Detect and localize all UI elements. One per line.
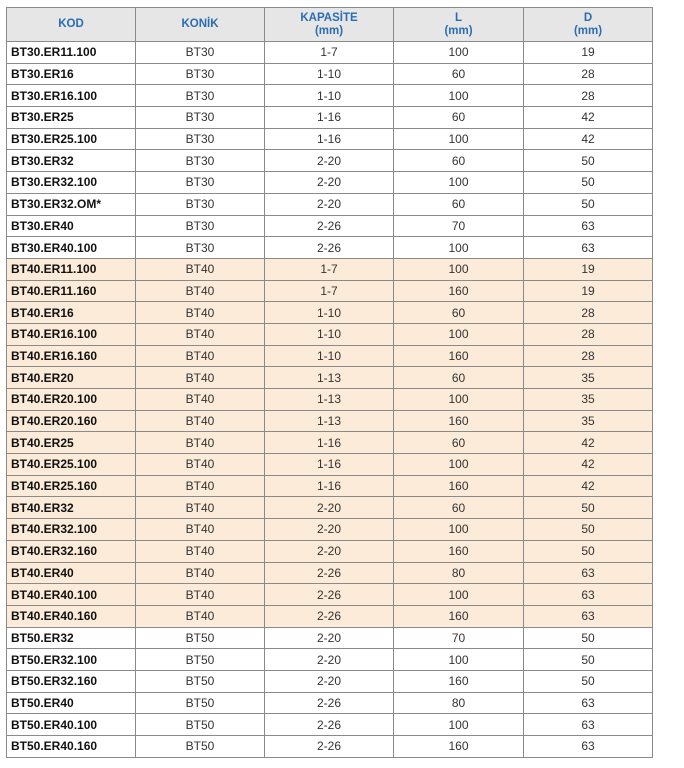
cell-l: 60 bbox=[394, 107, 524, 129]
header-d bbox=[524, 8, 653, 42]
cell-konik: BT40 bbox=[136, 540, 265, 562]
cell-konik: BT40 bbox=[136, 302, 265, 324]
cell-kapasite: 2-20 bbox=[265, 193, 394, 215]
header-kapasite-unit: (mm) bbox=[314, 24, 344, 37]
cell-kod: BT50.ER40.160 bbox=[7, 736, 136, 758]
header-l-label: L bbox=[454, 11, 463, 24]
cell-l: 60 bbox=[394, 63, 524, 85]
cell-d: 35 bbox=[524, 410, 653, 432]
cell-kapasite: 1-13 bbox=[265, 389, 394, 411]
cell-kapasite: 1-16 bbox=[265, 432, 394, 454]
table-row bbox=[7, 432, 653, 454]
cell-l: 100 bbox=[394, 237, 524, 259]
cell-l: 160 bbox=[394, 410, 524, 432]
cell-d: 50 bbox=[524, 649, 653, 671]
table-row bbox=[7, 605, 653, 627]
table-row bbox=[7, 107, 653, 129]
cell-l: 100 bbox=[394, 85, 524, 107]
table-row bbox=[7, 497, 653, 519]
cell-l: 160 bbox=[394, 736, 524, 758]
cell-kapasite: 1-7 bbox=[265, 258, 394, 280]
header-konik bbox=[136, 8, 265, 42]
cell-kod: BT40.ER16.100 bbox=[7, 323, 136, 345]
cell-konik: BT40 bbox=[136, 519, 265, 541]
header-konik-label: KONİK bbox=[181, 18, 219, 30]
cell-kod: BT40.ER32.160 bbox=[7, 540, 136, 562]
table-header bbox=[7, 8, 653, 42]
table-row bbox=[7, 389, 653, 411]
table-row bbox=[7, 649, 653, 671]
cell-kapasite: 2-20 bbox=[265, 649, 394, 671]
product-spec-table bbox=[6, 7, 653, 758]
cell-konik: BT30 bbox=[136, 85, 265, 107]
cell-kod: BT30.ER25 bbox=[7, 107, 136, 129]
table-row bbox=[7, 280, 653, 302]
cell-kod: BT40.ER40.160 bbox=[7, 605, 136, 627]
cell-l: 100 bbox=[394, 172, 524, 194]
cell-d: 63 bbox=[524, 215, 653, 237]
cell-d: 42 bbox=[524, 107, 653, 129]
table-body bbox=[7, 42, 653, 758]
cell-l: 100 bbox=[394, 389, 524, 411]
cell-kapasite: 2-26 bbox=[265, 584, 394, 606]
cell-kod: BT30.ER32.100 bbox=[7, 172, 136, 194]
cell-konik: BT30 bbox=[136, 128, 265, 150]
table-row bbox=[7, 410, 653, 432]
cell-konik: BT30 bbox=[136, 107, 265, 129]
table-row bbox=[7, 519, 653, 541]
cell-l: 60 bbox=[394, 367, 524, 389]
cell-kapasite: 1-10 bbox=[265, 345, 394, 367]
cell-konik: BT50 bbox=[136, 692, 265, 714]
cell-kapasite: 1-10 bbox=[265, 323, 394, 345]
cell-l: 160 bbox=[394, 475, 524, 497]
cell-kod: BT50.ER40.100 bbox=[7, 714, 136, 736]
cell-konik: BT50 bbox=[136, 714, 265, 736]
cell-kapasite: 2-20 bbox=[265, 670, 394, 692]
header-row bbox=[7, 8, 653, 42]
cell-d: 50 bbox=[524, 497, 653, 519]
cell-l: 60 bbox=[394, 302, 524, 324]
cell-kod: BT30.ER11.100 bbox=[7, 42, 136, 64]
cell-kod: BT30.ER40.100 bbox=[7, 237, 136, 259]
header-kapasite bbox=[265, 8, 394, 42]
cell-kapasite: 2-26 bbox=[265, 692, 394, 714]
cell-l: 160 bbox=[394, 345, 524, 367]
cell-kapasite: 1-16 bbox=[265, 475, 394, 497]
cell-d: 63 bbox=[524, 562, 653, 584]
cell-konik: BT30 bbox=[136, 42, 265, 64]
cell-d: 63 bbox=[524, 714, 653, 736]
table-row bbox=[7, 367, 653, 389]
cell-d: 28 bbox=[524, 85, 653, 107]
cell-konik: BT40 bbox=[136, 454, 265, 476]
cell-l: 100 bbox=[394, 323, 524, 345]
cell-kod: BT30.ER32.OM* bbox=[7, 193, 136, 215]
table-row bbox=[7, 562, 653, 584]
cell-konik: BT30 bbox=[136, 237, 265, 259]
table-row bbox=[7, 237, 653, 259]
cell-l: 100 bbox=[394, 714, 524, 736]
cell-d: 28 bbox=[524, 323, 653, 345]
cell-d: 50 bbox=[524, 540, 653, 562]
header-kod bbox=[7, 8, 136, 42]
table-row bbox=[7, 475, 653, 497]
cell-kod: BT40.ER40.100 bbox=[7, 584, 136, 606]
cell-kod: BT50.ER32.100 bbox=[7, 649, 136, 671]
cell-l: 100 bbox=[394, 519, 524, 541]
cell-kod: BT40.ER32 bbox=[7, 497, 136, 519]
cell-d: 28 bbox=[524, 345, 653, 367]
cell-kapasite: 1-13 bbox=[265, 367, 394, 389]
table-row bbox=[7, 172, 653, 194]
cell-konik: BT40 bbox=[136, 475, 265, 497]
header-l-unit: (mm) bbox=[444, 24, 473, 37]
cell-kapasite: 2-26 bbox=[265, 237, 394, 259]
table-row bbox=[7, 215, 653, 237]
cell-l: 100 bbox=[394, 649, 524, 671]
table-row bbox=[7, 150, 653, 172]
cell-l: 160 bbox=[394, 540, 524, 562]
cell-konik: BT50 bbox=[136, 670, 265, 692]
cell-l: 100 bbox=[394, 128, 524, 150]
table-row bbox=[7, 454, 653, 476]
cell-konik: BT30 bbox=[136, 172, 265, 194]
cell-kod: BT30.ER16.100 bbox=[7, 85, 136, 107]
cell-konik: BT40 bbox=[136, 367, 265, 389]
cell-kapasite: 2-20 bbox=[265, 172, 394, 194]
cell-kapasite: 1-10 bbox=[265, 63, 394, 85]
cell-kod: BT40.ER32.100 bbox=[7, 519, 136, 541]
cell-d: 50 bbox=[524, 670, 653, 692]
cell-kod: BT30.ER25.100 bbox=[7, 128, 136, 150]
cell-l: 160 bbox=[394, 670, 524, 692]
cell-l: 80 bbox=[394, 692, 524, 714]
cell-l: 160 bbox=[394, 605, 524, 627]
table-row bbox=[7, 736, 653, 758]
cell-l: 60 bbox=[394, 497, 524, 519]
cell-kod: BT30.ER16 bbox=[7, 63, 136, 85]
cell-kapasite: 1-16 bbox=[265, 128, 394, 150]
cell-konik: BT40 bbox=[136, 323, 265, 345]
cell-konik: BT40 bbox=[136, 280, 265, 302]
cell-d: 42 bbox=[524, 128, 653, 150]
cell-l: 100 bbox=[394, 454, 524, 476]
cell-kod: BT40.ER20.100 bbox=[7, 389, 136, 411]
cell-konik: BT40 bbox=[136, 410, 265, 432]
cell-d: 63 bbox=[524, 237, 653, 259]
cell-kapasite: 2-20 bbox=[265, 150, 394, 172]
header-kod-label: KOD bbox=[58, 18, 84, 30]
table-row bbox=[7, 540, 653, 562]
cell-kapasite: 2-20 bbox=[265, 627, 394, 649]
cell-kod: BT40.ER40 bbox=[7, 562, 136, 584]
cell-kapasite: 1-16 bbox=[265, 107, 394, 129]
cell-l: 60 bbox=[394, 150, 524, 172]
cell-kod: BT50.ER32 bbox=[7, 627, 136, 649]
cell-d: 19 bbox=[524, 258, 653, 280]
cell-d: 50 bbox=[524, 193, 653, 215]
cell-d: 50 bbox=[524, 519, 653, 541]
cell-l: 100 bbox=[394, 42, 524, 64]
cell-kapasite: 2-26 bbox=[265, 736, 394, 758]
header-d-label: D bbox=[583, 11, 593, 24]
cell-d: 28 bbox=[524, 302, 653, 324]
table-row bbox=[7, 128, 653, 150]
cell-kapasite: 2-20 bbox=[265, 497, 394, 519]
cell-l: 80 bbox=[394, 562, 524, 584]
cell-l: 100 bbox=[394, 258, 524, 280]
table-row bbox=[7, 302, 653, 324]
cell-l: 70 bbox=[394, 627, 524, 649]
cell-d: 35 bbox=[524, 389, 653, 411]
cell-d: 50 bbox=[524, 627, 653, 649]
cell-kapasite: 2-20 bbox=[265, 519, 394, 541]
cell-d: 19 bbox=[524, 280, 653, 302]
table-row bbox=[7, 345, 653, 367]
cell-kod: BT40.ER11.100 bbox=[7, 258, 136, 280]
cell-kod: BT40.ER20 bbox=[7, 367, 136, 389]
cell-d: 35 bbox=[524, 367, 653, 389]
cell-konik: BT30 bbox=[136, 193, 265, 215]
cell-konik: BT40 bbox=[136, 258, 265, 280]
cell-kapasite: 2-26 bbox=[265, 605, 394, 627]
table-row bbox=[7, 584, 653, 606]
cell-kapasite: 1-7 bbox=[265, 42, 394, 64]
cell-d: 50 bbox=[524, 150, 653, 172]
table-row bbox=[7, 85, 653, 107]
cell-kapasite: 2-26 bbox=[265, 714, 394, 736]
cell-kod: BT40.ER25.160 bbox=[7, 475, 136, 497]
cell-d: 50 bbox=[524, 172, 653, 194]
cell-konik: BT50 bbox=[136, 649, 265, 671]
cell-kapasite: 2-26 bbox=[265, 562, 394, 584]
cell-kapasite: 1-16 bbox=[265, 454, 394, 476]
cell-kod: BT40.ER11.160 bbox=[7, 280, 136, 302]
cell-konik: BT30 bbox=[136, 63, 265, 85]
cell-konik: BT30 bbox=[136, 150, 265, 172]
header-d-unit: (mm) bbox=[573, 24, 603, 37]
cell-kod: BT30.ER40 bbox=[7, 215, 136, 237]
cell-konik: BT40 bbox=[136, 497, 265, 519]
table-row bbox=[7, 193, 653, 215]
table-row bbox=[7, 627, 653, 649]
cell-kod: BT50.ER32.160 bbox=[7, 670, 136, 692]
cell-kod: BT40.ER16.160 bbox=[7, 345, 136, 367]
cell-konik: BT50 bbox=[136, 627, 265, 649]
header-kapasite-label: KAPASİTE bbox=[300, 11, 358, 24]
cell-konik: BT40 bbox=[136, 432, 265, 454]
cell-kod: BT40.ER25 bbox=[7, 432, 136, 454]
cell-kapasite: 1-10 bbox=[265, 302, 394, 324]
cell-konik: BT40 bbox=[136, 345, 265, 367]
cell-kod: BT40.ER25.100 bbox=[7, 454, 136, 476]
cell-kapasite: 1-10 bbox=[265, 85, 394, 107]
cell-kod: BT30.ER32 bbox=[7, 150, 136, 172]
cell-l: 100 bbox=[394, 584, 524, 606]
cell-konik: BT40 bbox=[136, 584, 265, 606]
cell-d: 42 bbox=[524, 432, 653, 454]
table-row bbox=[7, 323, 653, 345]
cell-kapasite: 1-7 bbox=[265, 280, 394, 302]
cell-l: 70 bbox=[394, 215, 524, 237]
cell-kapasite: 1-13 bbox=[265, 410, 394, 432]
cell-kod: BT40.ER16 bbox=[7, 302, 136, 324]
table-row bbox=[7, 670, 653, 692]
cell-l: 60 bbox=[394, 432, 524, 454]
table-row bbox=[7, 692, 653, 714]
header-l bbox=[394, 8, 524, 42]
cell-d: 63 bbox=[524, 584, 653, 606]
cell-kod: BT50.ER40 bbox=[7, 692, 136, 714]
cell-konik: BT40 bbox=[136, 605, 265, 627]
table-row bbox=[7, 63, 653, 85]
cell-d: 28 bbox=[524, 63, 653, 85]
cell-kapasite: 2-20 bbox=[265, 540, 394, 562]
cell-kod: BT40.ER20.160 bbox=[7, 410, 136, 432]
cell-l: 160 bbox=[394, 280, 524, 302]
cell-d: 63 bbox=[524, 736, 653, 758]
table-row bbox=[7, 258, 653, 280]
cell-d: 42 bbox=[524, 475, 653, 497]
cell-d: 19 bbox=[524, 42, 653, 64]
cell-kapasite: 2-26 bbox=[265, 215, 394, 237]
cell-konik: BT40 bbox=[136, 562, 265, 584]
cell-konik: BT50 bbox=[136, 736, 265, 758]
cell-d: 42 bbox=[524, 454, 653, 476]
table-row bbox=[7, 42, 653, 64]
cell-konik: BT40 bbox=[136, 389, 265, 411]
table-row bbox=[7, 714, 653, 736]
cell-konik: BT30 bbox=[136, 215, 265, 237]
cell-d: 63 bbox=[524, 692, 653, 714]
cell-d: 63 bbox=[524, 605, 653, 627]
cell-l: 60 bbox=[394, 193, 524, 215]
